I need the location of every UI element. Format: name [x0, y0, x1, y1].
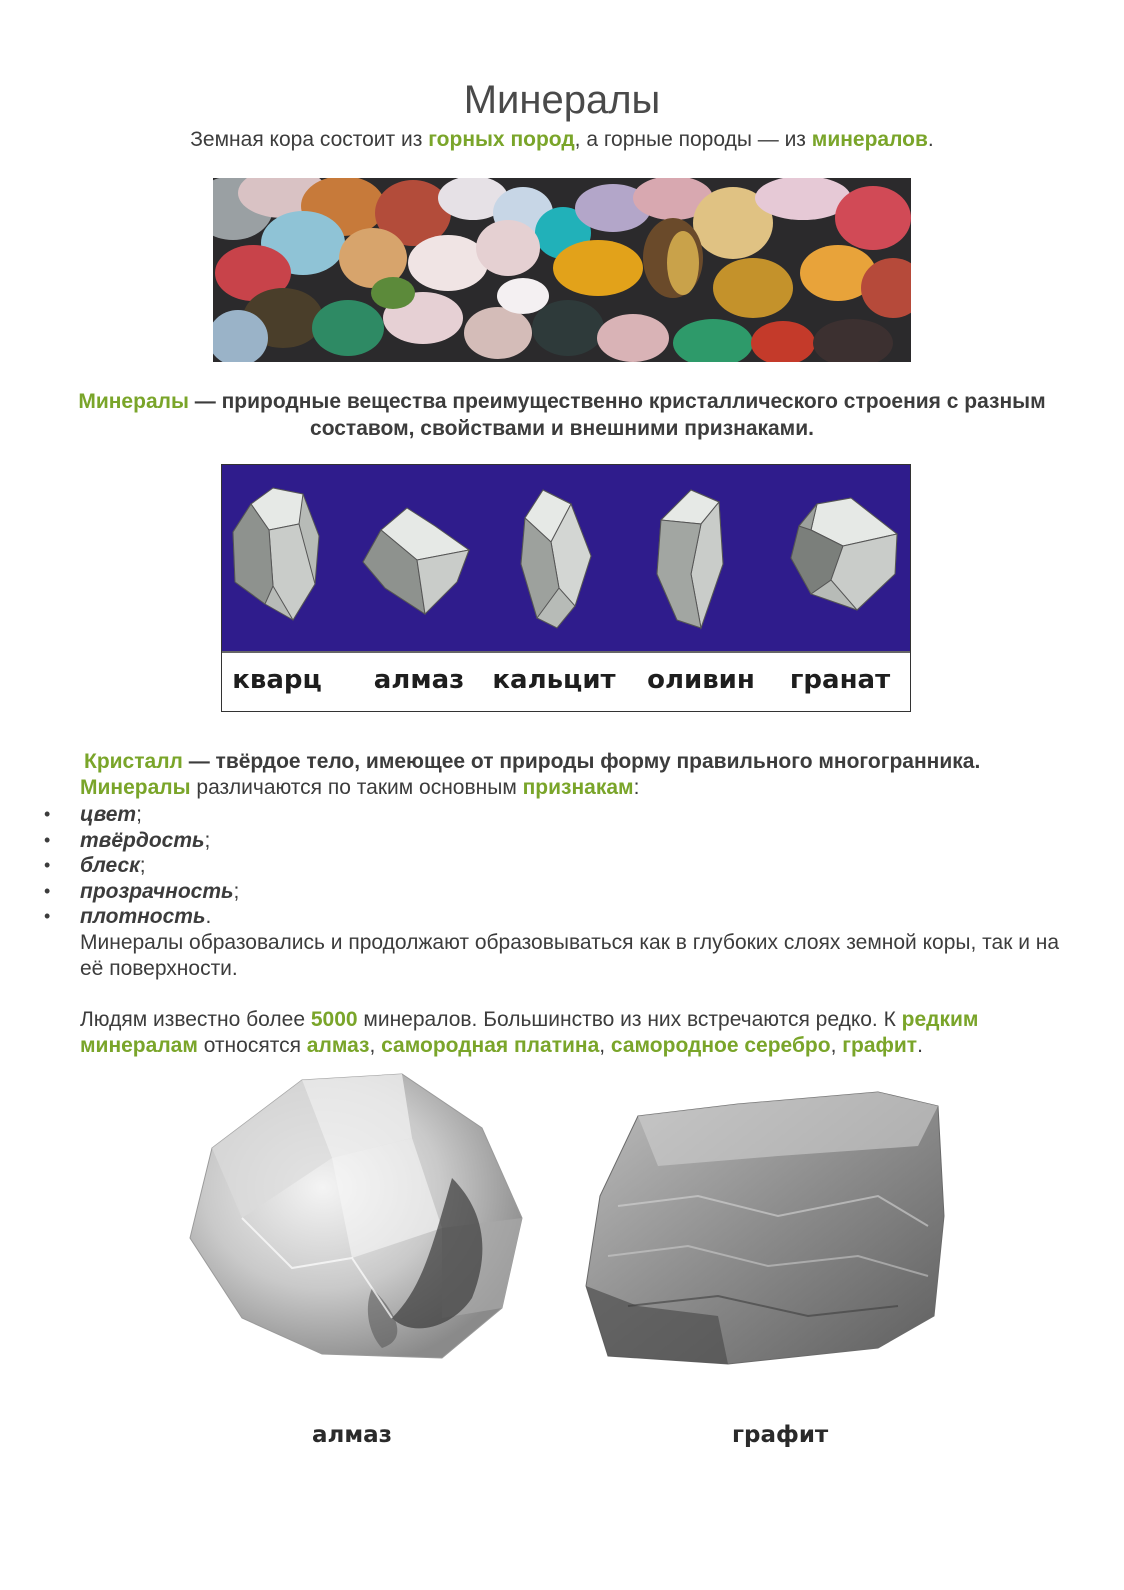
rare-minerals-term: редким минералам: [80, 1008, 979, 1057]
list-item: [0, 802, 239, 828]
feature-punct: .: [205, 905, 212, 928]
known-count: 5000: [310, 1008, 358, 1031]
rocks-term: горных пород: [428, 128, 575, 151]
feature-name: цвет: [80, 803, 137, 826]
known-sep-1: ,: [369, 1034, 382, 1057]
crystal-label-calcite: кальцит: [492, 665, 616, 695]
subtitle-text-2: , а горные породы — из: [574, 128, 812, 151]
feature-name: плотность: [80, 905, 206, 928]
list-item: [0, 879, 239, 905]
rare-graphite: графит: [842, 1034, 918, 1057]
feature-punct: ;: [139, 854, 146, 877]
known-sep-3: ,: [830, 1034, 843, 1057]
crystal-label-diamond: алмаз: [373, 665, 465, 695]
known-text-2: минералов. Большинство из них встречаются редко. К: [357, 1008, 902, 1031]
feature-name: прозрачность: [80, 879, 234, 903]
crystal-label-garnet: гранат: [789, 665, 891, 695]
known-text-3: относятся: [197, 1034, 307, 1057]
page-title: Минералы: [463, 78, 661, 122]
feature-punct: ;: [233, 879, 240, 903]
feature-punct: ;: [204, 828, 211, 852]
crystal-shapes-figure: [221, 464, 911, 712]
known-end: .: [917, 1034, 923, 1057]
diamond-photo: [182, 1068, 532, 1368]
subtitle: [0, 128, 1124, 152]
crystal-label-quartz: кварц: [232, 665, 322, 695]
graphite-photo: [578, 1086, 950, 1368]
pebbles-photo: [213, 178, 911, 362]
minerals-term: минералов: [811, 128, 928, 151]
known-sep-2: ,: [599, 1034, 611, 1057]
minerals-definition: [60, 388, 1064, 442]
rare-silver: самородное серебро: [610, 1034, 831, 1057]
feature-name: твёрдость: [80, 828, 205, 852]
list-item: [0, 828, 239, 854]
rare-diamond: алмаз: [306, 1034, 370, 1057]
features-intro: [80, 776, 639, 800]
crystal-definition: [84, 750, 980, 774]
formation-paragraph: Минералы образовались и продолжают образовываться как в глубоких слоях земной коры, так и на её поверхности.: [80, 931, 1060, 980]
rare-platinum: самородная платина: [381, 1034, 600, 1057]
subtitle-text-1: Земная кора состоит из: [190, 128, 429, 151]
crystal-label-olivine: оливин: [647, 665, 755, 695]
list-item: [0, 904, 239, 930]
feature-punct: ;: [136, 803, 142, 826]
features-intro-term: Минералы: [80, 776, 191, 799]
caption-graphite: графит: [732, 1422, 829, 1448]
crystal-text: — твёрдое тело, имеющее от природы форму правильного многогранника.: [182, 750, 981, 773]
subtitle-text-3: .: [927, 128, 934, 151]
known-text-1: Людям известно более: [80, 1008, 311, 1031]
crystal-term: Кристалл: [84, 750, 183, 773]
caption-diamond: алмаз: [312, 1422, 393, 1448]
features-intro-text: различаются по таким основным: [190, 776, 523, 799]
list-item: [0, 853, 239, 879]
definition-text: — природные вещества преимущественно кристаллического строения с разным составом, свойствами и внешними признаками.: [188, 390, 1046, 440]
features-list: [0, 802, 239, 930]
features-intro-colon: :: [633, 776, 640, 799]
feature-name: блеск: [80, 854, 140, 877]
definition-term: Минералы: [78, 390, 189, 413]
features-term: признакам: [522, 776, 634, 799]
known-minerals-paragraph: [80, 1007, 1060, 1059]
